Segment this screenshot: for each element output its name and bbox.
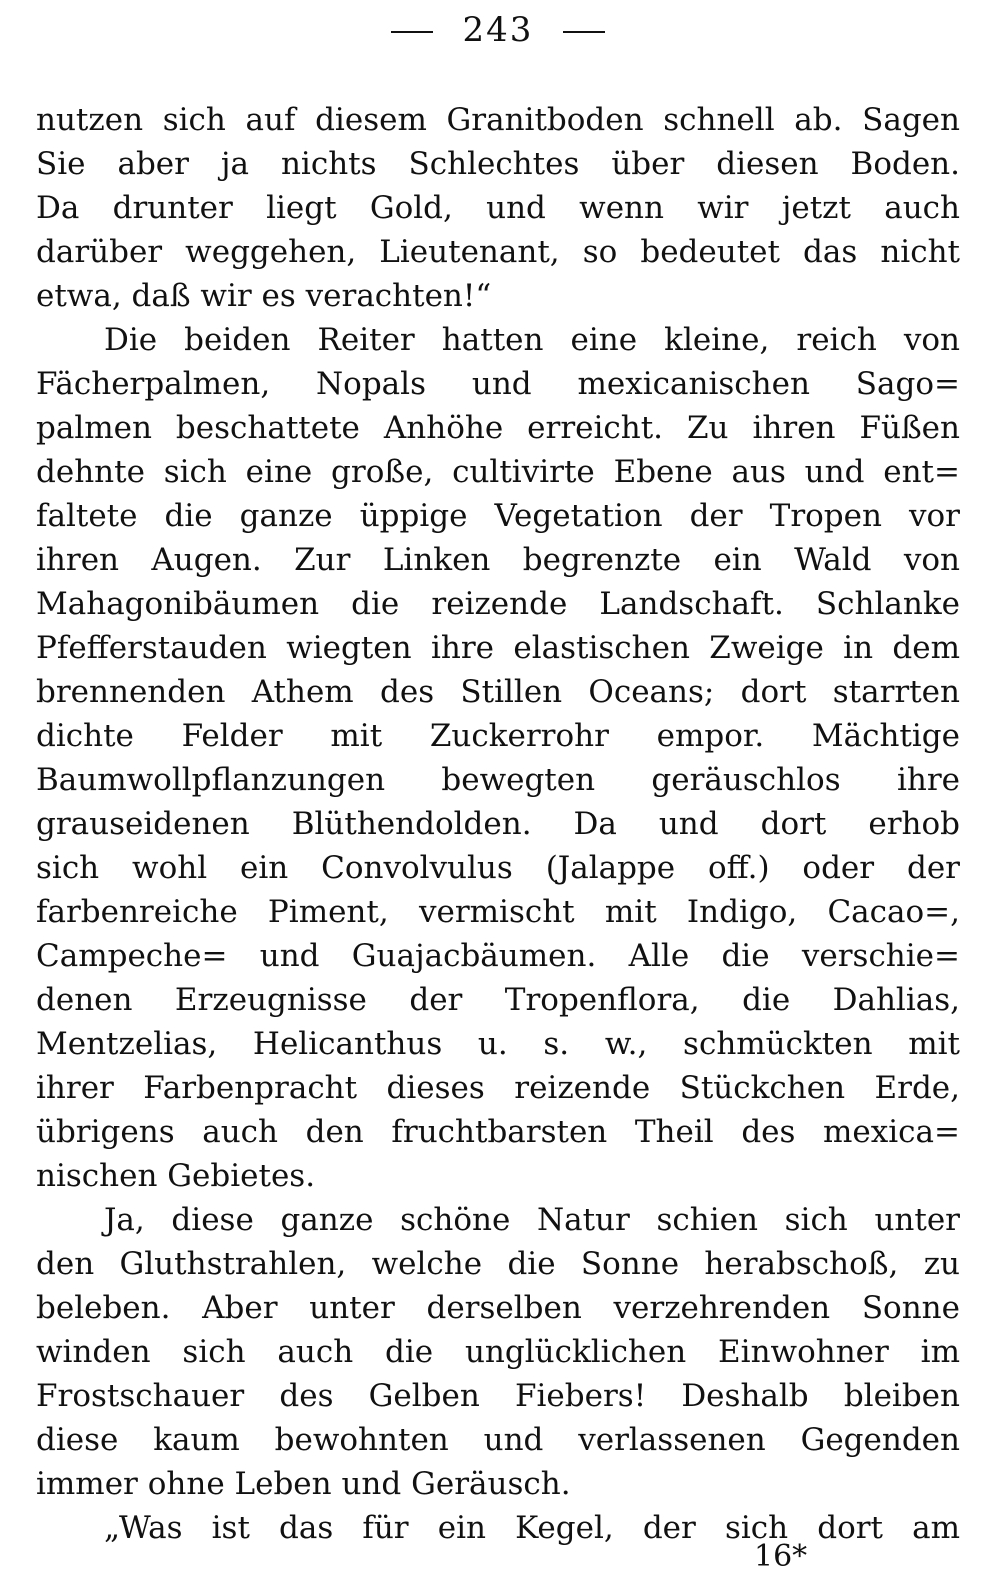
text-line: sich wohl ein Convolvulus (Jalappe off.) oder der	[36, 850, 960, 886]
text-line: Fächerpalmen, Nopals und mexicanischen Sago=	[36, 366, 960, 402]
header-dash-right	[563, 31, 605, 33]
text-line: brennenden Athem des Stillen Oceans; dort starrten	[36, 674, 960, 710]
signature-mark: 16*	[754, 1542, 808, 1571]
text-line: nutzen sich auf diesem Granitboden schnell ab. Sagen	[36, 102, 960, 138]
text-line: Ja, diese ganze schöne Natur schien sich unter	[104, 1202, 960, 1238]
text-line: nischen Gebietes.	[36, 1158, 316, 1194]
text-line: winden sich auch die unglücklichen Einwohner im	[36, 1334, 960, 1370]
text-line: beleben. Aber unter derselben verzehrenden Sonne	[36, 1290, 960, 1326]
text-line: farbenreiche Piment, vermischt mit Indigo, Cacao=,	[36, 894, 960, 930]
text-line: Pfefferstauden wiegten ihre elastischen Zweige in dem	[36, 630, 960, 666]
text-line: übrigens auch den fruchtbarsten Theil des mexica=	[36, 1114, 960, 1150]
text-line: grauseidenen Blüthendolden. Da und dort erhob	[36, 806, 960, 842]
text-line: Frostschauer des Gelben Fiebers! Deshalb bleiben	[36, 1378, 960, 1414]
text-line: etwa, daß wir es verachten!“	[36, 278, 492, 314]
page-header	[0, 8, 996, 52]
header-dash-left	[391, 31, 433, 33]
text-line: Mentzelias, Helicanthus u. s. w., schmückten mit	[36, 1026, 960, 1062]
text-line: ihrer Farbenpracht dieses reizende Stückchen Erde,	[36, 1070, 960, 1106]
text-line: dichte Felder mit Zuckerrohr empor. Mächtige	[36, 718, 960, 754]
text-line: ihren Augen. Zur Linken begrenzte ein Wald von	[36, 542, 960, 578]
text-line: Sie aber ja nichts Schlechtes über diesen Boden.	[36, 146, 960, 182]
text-line: darüber weggehen, Lieutenant, so bedeutet das nicht	[36, 234, 960, 270]
text-line: Da drunter liegt Gold, und wenn wir jetzt auch	[36, 190, 960, 226]
text-line: Campeche= und Guajacbäumen. Alle die verschie=	[36, 938, 960, 974]
page-number: 243	[462, 10, 534, 50]
text-line: denen Erzeugnisse der Tropenflora, die Dahlias,	[36, 982, 960, 1018]
text-line: Mahagonibäumen die reizende Landschaft. Schlanke	[36, 586, 960, 622]
text-line: Baumwollpflanzungen bewegten geräuschlos ihre	[36, 762, 960, 798]
text-line: palmen beschattete Anhöhe erreicht. Zu ihren Füßen	[36, 410, 960, 446]
text-line: dehnte sich eine große, cultivirte Ebene aus und ent=	[36, 454, 960, 490]
text-line: den Gluthstrahlen, welche die Sonne herabschoß, zu	[36, 1246, 960, 1282]
text-line: Die beiden Reiter hatten eine kleine, reich von	[104, 322, 960, 358]
text-line: immer ohne Leben und Geräusch.	[36, 1466, 571, 1502]
body-text	[36, 98, 960, 1550]
text-line: „Was ist das für ein Kegel, der sich dort am	[104, 1510, 960, 1546]
text-line: diese kaum bewohnten und verlassenen Gegenden	[36, 1422, 960, 1458]
text-line: faltete die ganze üppige Vegetation der Tropen vor	[36, 498, 960, 534]
